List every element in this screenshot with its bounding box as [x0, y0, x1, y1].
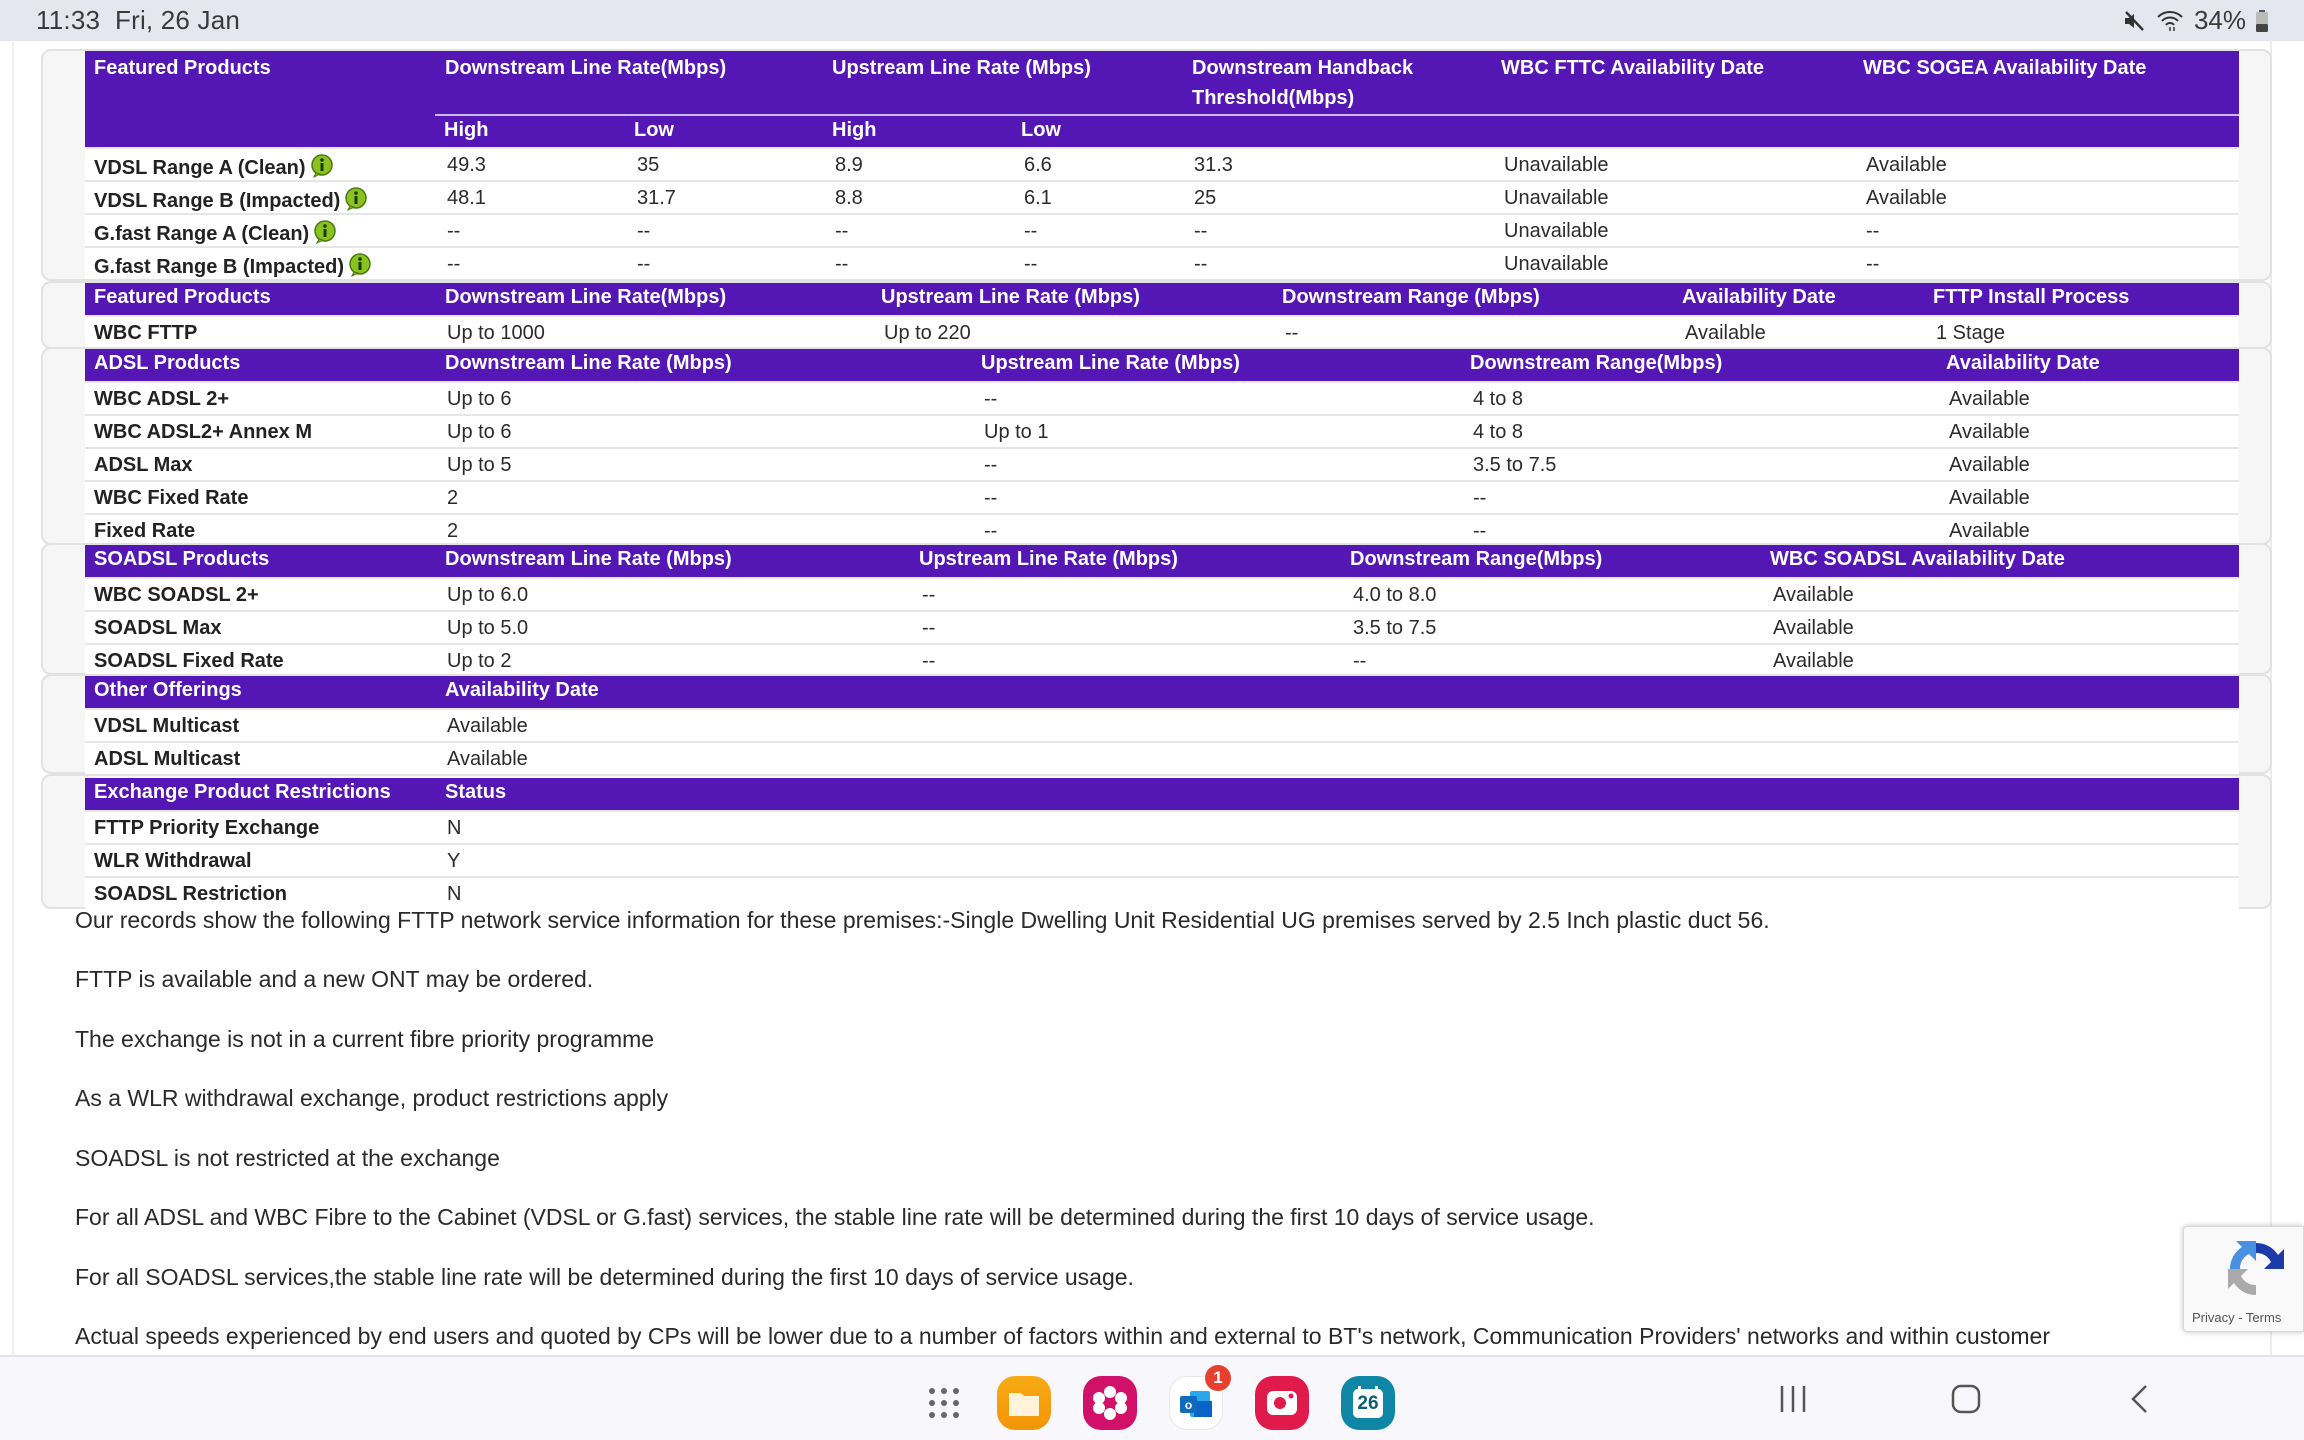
camera-app-icon[interactable]	[1255, 1376, 1309, 1430]
table-row	[85, 381, 2239, 414]
availability: Available	[1773, 584, 1854, 606]
table-row	[85, 246, 2239, 279]
status: N	[447, 817, 462, 839]
fttc-date: Unavailable	[1504, 220, 1609, 242]
note-soadsl-line-rate: For all SOADSL services,the stable line rate will be determined during the first 10 days of service usage.	[75, 1264, 1134, 1290]
availability: Available	[447, 715, 528, 737]
col-featured-products: Featured Products	[94, 286, 271, 308]
col-install: FTTP Install Process	[1933, 286, 2130, 308]
table-row	[85, 610, 2239, 643]
product-name: G.fast Range A (Clean)	[94, 223, 310, 245]
product-name: VDSL Range A (Clean)	[94, 157, 306, 179]
col-handback: Downstream Handback	[1192, 57, 1414, 79]
table-row	[85, 876, 2239, 909]
calendar-app-icon[interactable]	[1341, 1376, 1395, 1430]
wifi-icon	[2156, 9, 2184, 33]
col-range: Downstream Range(Mbps)	[1470, 352, 1723, 374]
ds: Up to 6	[447, 388, 512, 410]
range: --	[1473, 487, 1487, 509]
col-availability: Availability Date	[1946, 352, 2100, 374]
table-header	[85, 349, 2239, 381]
col-upstream: Upstream Line Rate (Mbps)	[981, 352, 1240, 374]
status-bar	[0, 0, 2304, 41]
us: Up to 1	[984, 421, 1049, 443]
table-row	[85, 147, 2239, 180]
availability: Available	[447, 748, 528, 770]
col-range: Downstream Range(Mbps)	[1350, 548, 1603, 570]
product-name: WBC ADSL2+ Annex M	[94, 421, 312, 443]
col-availability: Availability Date	[445, 679, 599, 701]
clock: 11:33	[36, 5, 101, 35]
us: --	[922, 617, 936, 639]
ds: Up to 5.0	[447, 617, 529, 639]
ds: Up to 1000	[447, 322, 545, 344]
us-low: --	[1024, 253, 1038, 275]
product-name: SOADSL Fixed Rate	[94, 650, 284, 672]
product-name: WBC SOADSL 2+	[94, 584, 259, 606]
col-downstream: Downstream Line Rate(Mbps)	[445, 286, 727, 308]
us-low: --	[1024, 220, 1038, 242]
col-handback-2: Threshold(Mbps)	[1192, 87, 1355, 109]
range: --	[1473, 520, 1487, 542]
handback: 31.3	[1194, 154, 1233, 176]
col-upstream: Upstream Line Rate (Mbps)	[881, 286, 1140, 308]
note-fttp-available: FTTP is available and a new ONT may be ordered.	[75, 966, 594, 992]
featured-fttp-table	[85, 283, 2239, 348]
product-name: ADSL Max	[94, 454, 193, 476]
product-name: WBC ADSL 2+	[94, 388, 230, 410]
ds-high: --	[447, 253, 461, 275]
col-status: Status	[445, 781, 507, 803]
home-button[interactable]	[1951, 1384, 1981, 1419]
note-actual-speeds: Actual speeds experienced by end users and quoted by CPs will be lower due to a number of factors within and external to BT's network, Communication Providers' networks and within customer	[75, 1323, 2051, 1349]
table-header	[85, 545, 2239, 577]
col-other-offerings: Other Offerings	[94, 679, 242, 701]
availability: Available	[1949, 520, 2030, 542]
adsl-table	[85, 349, 2239, 546]
range: 4.0 to 8.0	[1353, 584, 1437, 606]
table-row	[85, 810, 2239, 843]
range: --	[1285, 322, 1299, 344]
product-name: SOADSL Max	[94, 617, 222, 639]
table-row	[85, 213, 2239, 246]
us-low: 6.1	[1024, 187, 1052, 209]
availability: Available	[1949, 421, 2030, 443]
table-row	[85, 180, 2239, 213]
table-subheader	[435, 114, 2239, 147]
availability: Available	[1685, 322, 1766, 344]
us: --	[922, 584, 936, 606]
us: --	[922, 650, 936, 672]
note-fibre-priority: The exchange is not in a current fibre priority programme	[75, 1026, 655, 1052]
note-soadsl-restriction: SOADSL is not restricted at the exchange	[75, 1145, 500, 1171]
product-name: WBC Fixed Rate	[94, 487, 249, 509]
availability: Available	[1949, 487, 2030, 509]
us: --	[984, 487, 998, 509]
gallery-app-icon[interactable]	[1083, 1376, 1137, 1430]
fttc-date: Unavailable	[1504, 187, 1609, 209]
us: --	[984, 520, 998, 542]
status-icons	[2122, 5, 2268, 36]
table-row	[85, 513, 2239, 546]
sub-ds-high: High	[444, 119, 489, 141]
col-range: Downstream Range (Mbps)	[1282, 286, 1540, 308]
us-high: --	[835, 220, 849, 242]
us: --	[984, 454, 998, 476]
android-nav-bar	[0, 1355, 2304, 1440]
featured-vdsl-card	[41, 49, 2272, 281]
us: Up to 220	[884, 322, 971, 344]
install-process: 1 Stage	[1936, 322, 2005, 344]
ds-high: 48.1	[447, 187, 486, 209]
status: N	[447, 883, 462, 905]
us-low: 6.6	[1024, 154, 1052, 176]
other-offerings-table	[85, 676, 2239, 774]
col-fttc-date: WBC FTTC Availability Date	[1501, 57, 1764, 79]
table-row	[85, 643, 2239, 676]
product-name: G.fast Range B (Impacted)	[94, 256, 345, 278]
sogea-date: Available	[1866, 154, 1947, 176]
ds-low: --	[637, 253, 651, 275]
mute-icon	[2122, 9, 2146, 33]
range: 4 to 8	[1473, 421, 1524, 443]
restriction-name: SOADSL Restriction	[94, 883, 287, 905]
sogea-date: --	[1866, 220, 1880, 242]
restriction-name: FTTP Priority Exchange	[94, 817, 320, 839]
soadsl-table	[85, 545, 2239, 676]
us-high: 8.8	[835, 187, 863, 209]
notification-badge: 1	[1205, 1365, 1231, 1391]
availability: Available	[1949, 454, 2030, 476]
product-name: VDSL Range B (Impacted)	[94, 190, 341, 212]
product-name: ADSL Multicast	[94, 748, 241, 770]
ds-low: 31.7	[637, 187, 676, 209]
range: 4 to 8	[1473, 388, 1524, 410]
product-name: Fixed Rate	[94, 520, 196, 542]
recaptcha-links[interactable]: Privacy - Terms	[2192, 1310, 2282, 1325]
table-row	[85, 414, 2239, 447]
recents-button[interactable]	[1778, 1384, 1808, 1419]
table-header	[85, 676, 2239, 708]
product-name: VDSL Multicast	[94, 715, 240, 737]
note-wlr-withdrawal: As a WLR withdrawal exchange, product restrictions apply	[75, 1085, 669, 1111]
note-fttp-records: Our records show the following FTTP network service information for these premises:-Single Dwelling Unit Residential UG premises served by 2.5 Inch plastic duct 56.	[75, 907, 1770, 933]
subheader-fill	[85, 114, 435, 147]
table-row	[85, 447, 2239, 480]
web-page[interactable]	[0, 41, 2304, 1355]
us-high: --	[835, 253, 849, 275]
sogea-date: --	[1866, 253, 1880, 275]
ds: Up to 5	[447, 454, 512, 476]
table-header	[85, 778, 2239, 810]
handback: --	[1194, 220, 1208, 242]
calendar-day: 26	[1357, 1393, 1379, 1414]
col-downstream: Downstream Line Rate(Mbps)	[445, 57, 727, 79]
other-offerings-card	[41, 674, 2272, 774]
range: 3.5 to 7.5	[1473, 454, 1557, 476]
availability: Available	[1949, 388, 2030, 410]
table-row	[85, 577, 2239, 610]
sogea-date: Available	[1866, 187, 1947, 209]
app-drawer-icon[interactable]	[928, 1387, 960, 1424]
ds-low: --	[637, 220, 651, 242]
sub-ds-low: Low	[634, 119, 674, 141]
col-sogea-date: WBC SOGEA Availability Date	[1863, 57, 2147, 79]
table-header	[85, 283, 2239, 315]
col-availability: WBC SOADSL Availability Date	[1770, 548, 2065, 570]
back-button[interactable]	[2130, 1384, 2150, 1419]
page-edge	[12, 41, 14, 1355]
my-files-app-icon[interactable]	[997, 1376, 1051, 1430]
restrictions-card	[41, 774, 2272, 909]
sub-us-high: High	[832, 119, 877, 141]
range: 3.5 to 7.5	[1353, 617, 1437, 639]
table-row	[85, 708, 2239, 741]
range: --	[1353, 650, 1367, 672]
ds-high: 49.3	[447, 154, 486, 176]
ds: Up to 6	[447, 421, 512, 443]
availability: Available	[1773, 650, 1854, 672]
date: Fri, 26 Jan	[115, 5, 241, 35]
table-row	[85, 480, 2239, 513]
availability: Available	[1773, 617, 1854, 639]
adsl-card	[41, 347, 2272, 545]
featured-fttp-card	[41, 281, 2272, 349]
fttc-date: Unavailable	[1504, 253, 1609, 275]
col-featured-products: Featured Products	[94, 57, 271, 79]
col-restrictions: Exchange Product Restrictions	[94, 781, 391, 803]
col-adsl-products: ADSL Products	[94, 352, 241, 374]
ds: 2	[447, 487, 459, 509]
featured-vdsl-table	[85, 51, 2239, 279]
recaptcha-badge[interactable]	[2183, 1226, 2304, 1332]
ds-high: --	[447, 220, 461, 242]
table-header	[85, 51, 2239, 114]
us: --	[984, 388, 998, 410]
ds: 2	[447, 520, 459, 542]
battery-percent: 34%	[2193, 5, 2246, 35]
handback: 25	[1194, 187, 1217, 209]
ds: Up to 6.0	[447, 584, 529, 606]
col-upstream: Upstream Line Rate (Mbps)	[919, 548, 1178, 570]
col-downstream: Downstream Line Rate (Mbps)	[445, 352, 732, 374]
col-downstream: Downstream Line Rate (Mbps)	[445, 548, 732, 570]
restriction-name: WLR Withdrawal	[94, 850, 252, 872]
us-high: 8.9	[835, 154, 863, 176]
soadsl-card	[41, 543, 2272, 675]
col-upstream: Upstream Line Rate (Mbps)	[832, 57, 1091, 79]
ds: Up to 2	[447, 650, 512, 672]
col-soadsl-products: SOADSL Products	[94, 548, 270, 570]
status: Y	[447, 850, 461, 872]
table-row	[85, 315, 2239, 348]
table-row	[85, 843, 2239, 876]
sub-us-low: Low	[1021, 119, 1061, 141]
fttc-date: Unavailable	[1504, 154, 1609, 176]
note-adsl-line-rate: For all ADSL and WBC Fibre to the Cabinet (VDSL or G.fast) services, the stable line rate will be determined during the first 10 days of service usage.	[75, 1204, 1595, 1230]
battery-icon	[2256, 9, 2268, 33]
table-row	[85, 741, 2239, 774]
col-availability: Availability Date	[1682, 286, 1836, 308]
status-time	[36, 5, 240, 36]
product-name: WBC FTTP	[94, 322, 198, 344]
handback: --	[1194, 253, 1208, 275]
ds-low: 35	[637, 154, 660, 176]
recaptcha-icon	[2224, 1237, 2288, 1306]
info-icon[interactable]	[348, 253, 372, 283]
svg-text:o: o	[1184, 1398, 1193, 1412]
restrictions-table	[85, 778, 2239, 909]
